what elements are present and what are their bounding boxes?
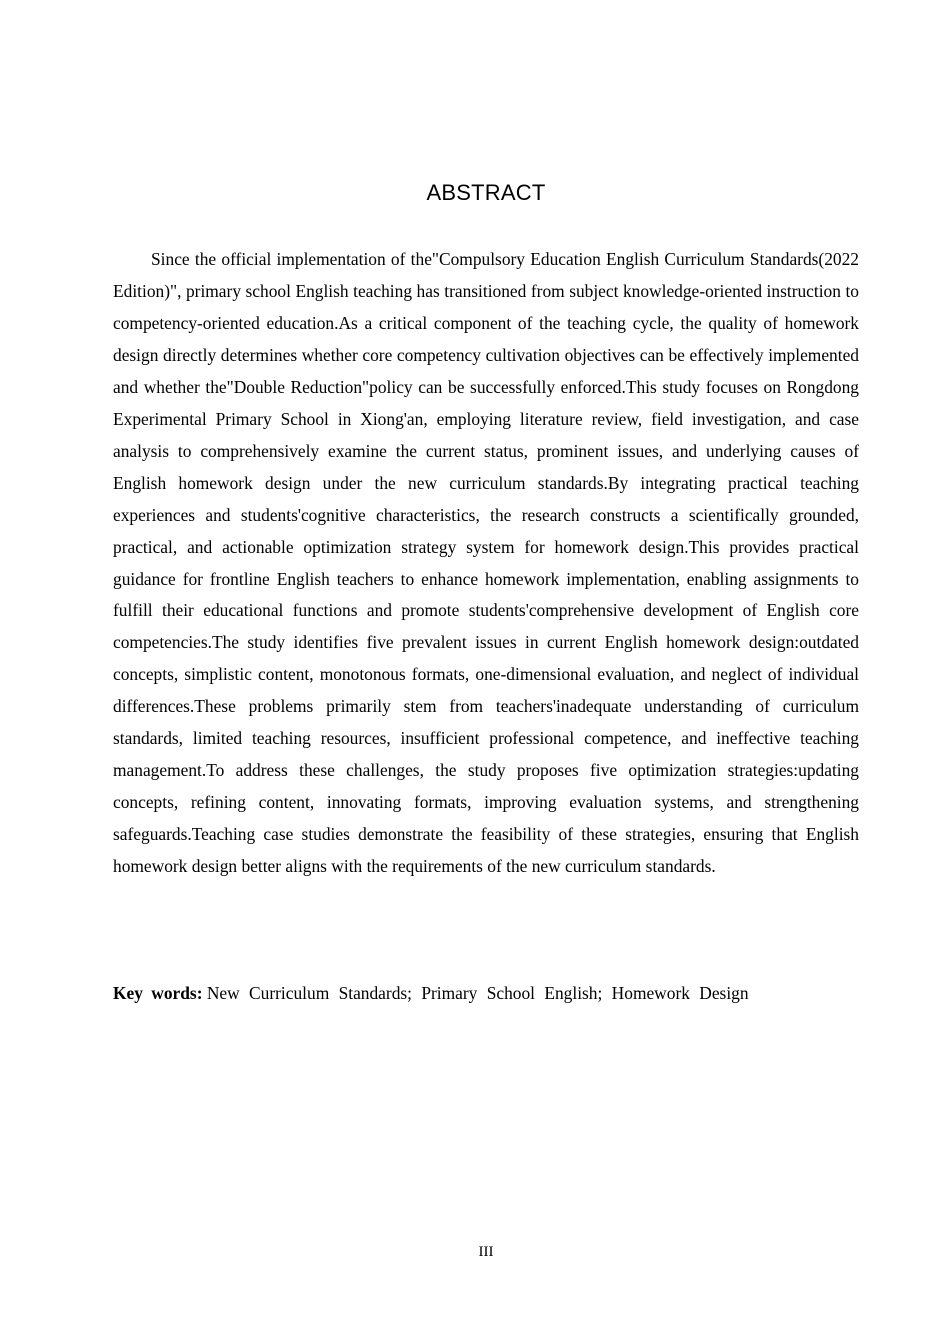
abstract-heading: ABSTRACT [426,180,546,205]
keywords-label: Key words: [113,983,203,1003]
page-number: III [478,1244,494,1260]
keywords-line [113,978,859,1009]
keywords-value: New Curriculum Standards; Primary School English; Homework Design [206,983,749,1003]
abstract-paragraph: Since the official implementation of the"Compulsory Education English Curriculum Standards(2022 Edition)", primary school English teaching has transitioned from subject knowledge-oriented instruction to competency-oriented education.As a critical component of the teaching cycle, the quality of homework design directly determines whether core competency cultivation objectives can be effectively implemented and whether the"Double Reduction"policy can be successfully enforced.This study focuses on Rongdong Experimental Primary School in Xiong'an, employing literature review, field investigation, and case analysis to comprehensively examine the current status, prominent issues, and underlying causes of English homework design under the new curriculum standards.By integrating practical teaching experiences and students'cognitive characteristics, the research constructs a scientifically grounded, practical, and actionable optimization strategy system for homework design.This provides practical guidance for frontline English teachers to enhance homework implementation, enabling assignments to fulfill their educational functions and promote students'comprehensive development of English core competencies.The study identifies five prevalent issues in current English homework design:outdated concepts, simplistic content, monotonous formats, one-dimensional evaluation, and neglect of individual differences.These problems primarily stem from teachers'inadequate understanding of curriculum standards, limited teaching resources, insufficient professional competence, and ineffective teaching management.To address these challenges, the study proposes five optimization strategies:updating concepts, refining content, innovating formats, improving evaluation systems, and strengthening safeguards.Teaching case studies demonstrate the feasibility of these strategies, ensuring that English homework design better aligns with the requirements of the new curriculum standards. [113,249,859,877]
